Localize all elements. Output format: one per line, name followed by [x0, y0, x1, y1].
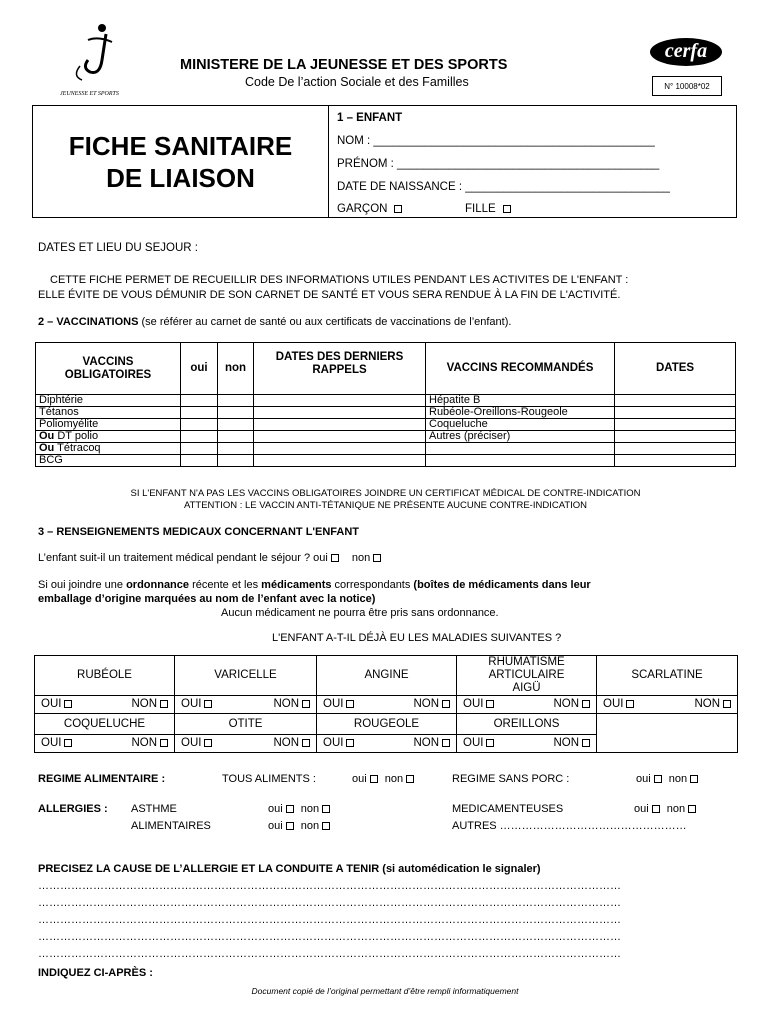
- table-row: [36, 419, 736, 431]
- alimentaires-options: [268, 820, 330, 832]
- precisez-line[interactable]: ……………………………………………………………………………………………………………………………………………: [38, 914, 621, 926]
- ministry-logo: [60, 20, 140, 100]
- vaccin-name: Poliomyélite: [39, 418, 99, 430]
- vaccine-footnote-1: SI L'ENFANT N'A PAS LES VACCINS OBLIGATOIRES JOINDRE UN CERTIFICAT MÉDICAL DE CONTRE-INDICATION: [130, 488, 641, 499]
- col-dates: DATES: [615, 343, 736, 395]
- vaccin-recommande-cell: Hépatite B: [426, 395, 615, 407]
- medic-non-checkbox[interactable]: [688, 805, 696, 813]
- vaccine-footnotes: [35, 488, 736, 512]
- vaccin-date-cell[interactable]: [254, 443, 426, 455]
- vaccin-recommande-cell: [426, 443, 615, 455]
- allergies-label: ALLERGIES :: [38, 803, 108, 815]
- traitement-non-checkbox[interactable]: [373, 554, 381, 562]
- non-option[interactable]: [273, 738, 310, 749]
- maladie-oui-non: [457, 735, 597, 753]
- non-checkbox[interactable]: [582, 700, 590, 708]
- vaccin-recommande-date-cell[interactable]: [615, 431, 736, 443]
- title-divider: [328, 106, 329, 217]
- asthme-options: [268, 803, 330, 815]
- vaccin-prefix: Ou: [39, 442, 55, 454]
- col-vaccins-recommandes: VACCINS RECOMMANDÉS: [426, 343, 615, 395]
- non-checkbox[interactable]: [302, 700, 310, 708]
- non-option[interactable]: [553, 738, 590, 749]
- alim-oui-checkbox[interactable]: [286, 822, 294, 830]
- intro-line2: ELLE ÉVITE DE VOUS DÉMUNIR DE SON CARNET DE SANTÉ ET VOUS SERA RENDUE À LA FIN DE L'ACTIVITÉ.: [38, 289, 621, 301]
- sans-porc-label: REGIME SANS PORC :: [452, 773, 570, 785]
- maladie-oui-non: [175, 735, 317, 753]
- ordonnance-paragraph: [38, 578, 591, 620]
- garcon-checkbox[interactable]: [394, 205, 402, 213]
- non-label: NON: [413, 737, 439, 749]
- oui-label: OUI: [323, 737, 344, 749]
- p1f: (boîtes de médicaments dans leur: [413, 579, 591, 591]
- asthme-oui-checkbox[interactable]: [286, 805, 294, 813]
- vaccin-recommande-date-cell[interactable]: [615, 407, 736, 419]
- vaccin-obligatoire-cell: [36, 395, 181, 407]
- vaccin-recommande-date-cell[interactable]: [615, 455, 736, 467]
- p1d: médicaments: [261, 579, 332, 591]
- oui-label: OUI: [463, 698, 484, 710]
- vaccine-footnote-2: ATTENTION : LE VACCIN ANTI-TÉTANIQUE NE PRÉSENTE AUCUNE CONTRE-INDICATION: [183, 500, 588, 511]
- cerfa-logo: [650, 38, 722, 66]
- fiche-title-line2: DE LIAISON: [106, 163, 255, 193]
- vaccin-recommande-cell: Rubéole-Oreillons-Rougeole: [426, 407, 615, 419]
- vaccinations-heading: [38, 316, 511, 328]
- title-box: [32, 105, 737, 218]
- oui-checkbox[interactable]: [64, 700, 72, 708]
- non-checkbox[interactable]: [442, 739, 450, 747]
- vaccin-non-cell[interactable]: [218, 419, 254, 431]
- non-label: NON: [273, 737, 299, 749]
- oui-checkbox[interactable]: [486, 700, 494, 708]
- porc-oui-checkbox[interactable]: [654, 775, 662, 783]
- precisez-line[interactable]: ……………………………………………………………………………………………………………………………………………: [38, 880, 621, 892]
- vaccin-recommande-cell: [426, 455, 615, 467]
- tous-oui-label: oui: [352, 773, 367, 785]
- vaccin-date-cell[interactable]: [254, 395, 426, 407]
- vaccin-recommande-date-cell[interactable]: [615, 419, 736, 431]
- cerfa-text: cerfa: [664, 40, 708, 62]
- non-option[interactable]: [553, 699, 590, 710]
- oui-option[interactable]: [181, 699, 212, 710]
- non-label: NON: [413, 698, 439, 710]
- oui-label: OUI: [41, 698, 62, 710]
- maladie-oui-non: [317, 696, 457, 714]
- vaccin-obligatoire-cell: [36, 443, 181, 455]
- vaccin-prefix: Ou: [39, 430, 55, 442]
- non-option[interactable]: [131, 699, 168, 710]
- table-row: [36, 407, 736, 419]
- p1a: Si oui joindre une: [38, 579, 127, 591]
- tous-oui-checkbox[interactable]: [370, 775, 378, 783]
- vaccin-oui-cell[interactable]: [181, 443, 218, 455]
- oui-label: OUI: [181, 737, 202, 749]
- oui-checkbox[interactable]: [204, 700, 212, 708]
- p1b: ordonnance: [126, 579, 190, 591]
- table-row: [36, 443, 736, 455]
- maladie-oui-non: [457, 696, 597, 714]
- maladies-table: [34, 655, 738, 753]
- vaccin-recommande-date-cell[interactable]: [615, 395, 736, 407]
- non-checkbox[interactable]: [160, 700, 168, 708]
- non-option[interactable]: [413, 699, 450, 710]
- ministry-code: Code De l’action Sociale et des Familles: [245, 75, 469, 89]
- non-option[interactable]: [131, 738, 168, 749]
- vaccin-obligatoire-cell: [36, 455, 181, 467]
- table-row: [36, 395, 736, 407]
- maladie-name: COQUELUCHE: [35, 714, 175, 735]
- non-label: NON: [273, 698, 299, 710]
- non-checkbox[interactable]: [723, 700, 731, 708]
- vaccin-recommande-date-cell[interactable]: [615, 443, 736, 455]
- non-label: NON: [553, 737, 579, 749]
- alim-non-label: non: [300, 820, 320, 832]
- maladie-name: ROUGEOLE: [317, 714, 457, 735]
- sejour-label: DATES ET LIEU DU SEJOUR :: [38, 242, 198, 254]
- oui-label: OUI: [463, 737, 484, 749]
- alimentaires-label: ALIMENTAIRES: [131, 820, 211, 832]
- oui-label: OUI: [603, 698, 624, 710]
- maladie-oui-non: [35, 735, 175, 753]
- traitement-question: [38, 552, 381, 564]
- oui-label: OUI: [181, 698, 202, 710]
- vaccin-obligatoire-cell: [36, 419, 181, 431]
- non-label: NON: [131, 737, 157, 749]
- vaccin-non-cell[interactable]: [218, 395, 254, 407]
- oui-option[interactable]: [181, 738, 212, 749]
- ministry-title: MINISTERE DE LA JEUNESSE ET DES SPORTS: [180, 57, 508, 73]
- nom-field[interactable]: NOM : ____________________________________________: [337, 135, 655, 147]
- oui-option[interactable]: [463, 699, 494, 710]
- ordonnance-line2: emballage d’origine marquées au nom de l’enfant avec la notice): [38, 593, 376, 605]
- oui-option[interactable]: [323, 738, 354, 749]
- non-label: NON: [131, 698, 157, 710]
- ordonnance-line1: [38, 578, 591, 592]
- table-row: [36, 431, 736, 443]
- vaccin-name: BCG: [39, 454, 63, 466]
- non-checkbox[interactable]: [160, 739, 168, 747]
- jeunesse-sports-logo-icon: [60, 20, 140, 90]
- col-oui: oui: [181, 343, 218, 395]
- maladie-name: SCARLATINE: [597, 656, 738, 696]
- non-option[interactable]: [413, 738, 450, 749]
- p1c: récente et les: [189, 579, 262, 591]
- maladie-name: OTITE: [175, 714, 317, 735]
- oui-option[interactable]: [463, 738, 494, 749]
- sans-porc-options: [636, 773, 698, 785]
- traitement-non-label: non: [351, 552, 371, 564]
- alim-non-checkbox[interactable]: [322, 822, 330, 830]
- non-checkbox[interactable]: [442, 700, 450, 708]
- col-vaccins-obligatoires: VACCINS OBLIGATOIRES: [36, 343, 181, 395]
- vaccin-oui-cell[interactable]: [181, 395, 218, 407]
- traitement-text: L’enfant suit-il un traitement médical pendant le séjour ? oui: [38, 552, 328, 564]
- maladie-name: RHUMATISME ARTICULAIRE AIGÜ: [457, 656, 597, 696]
- vaccinations-table: [35, 342, 736, 467]
- maladie-empty-cell: [597, 714, 738, 753]
- tous-non-checkbox[interactable]: [406, 775, 414, 783]
- maladie-name: VARICELLE: [175, 656, 317, 696]
- allergies-block: [38, 803, 738, 837]
- enfant-heading: 1 – ENFANT: [337, 112, 403, 124]
- oui-checkbox[interactable]: [486, 739, 494, 747]
- indiquez-heading: INDIQUEZ CI-APRÈS :: [38, 967, 153, 979]
- non-checkbox[interactable]: [582, 739, 590, 747]
- oui-checkbox[interactable]: [346, 739, 354, 747]
- porc-non-label: non: [668, 773, 688, 785]
- vaccin-oui-cell[interactable]: [181, 431, 218, 443]
- maladie-oui-non: [175, 696, 317, 714]
- fille-option[interactable]: [465, 203, 511, 215]
- precisez-line[interactable]: ……………………………………………………………………………………………………………………………………………: [38, 948, 621, 960]
- vaccin-date-cell[interactable]: [254, 431, 426, 443]
- vaccin-obligatoire-cell: [36, 407, 181, 419]
- naissance-field[interactable]: DATE DE NAISSANCE : ________________________________: [337, 181, 670, 193]
- porc-oui-label: oui: [636, 773, 651, 785]
- traitement-oui-checkbox[interactable]: [331, 554, 339, 562]
- oui-checkbox[interactable]: [626, 700, 634, 708]
- maladie-name: RUBÉOLE: [35, 656, 175, 696]
- precisez-lines: [38, 878, 722, 963]
- col-non: non: [218, 343, 254, 395]
- asthme-label: ASTHME: [131, 803, 177, 815]
- autres-field[interactable]: AUTRES ……………………………………………: [452, 820, 687, 832]
- garcon-option[interactable]: [337, 203, 402, 215]
- oui-option[interactable]: [603, 699, 634, 710]
- non-label: NON: [553, 698, 579, 710]
- vaccin-name: DT polio: [54, 430, 99, 442]
- maladie-oui-non: [35, 696, 175, 714]
- fiche-title-line1: FICHE SANITAIRE: [68, 131, 293, 161]
- vaccin-oui-cell[interactable]: [181, 455, 218, 467]
- vaccin-oui-cell[interactable]: [181, 407, 218, 419]
- vaccin-date-cell[interactable]: [254, 419, 426, 431]
- intro-line1: CETTE FICHE PERMET DE RECUEILLIR DES INFORMATIONS UTILES PENDANT LES ACTIVITES DE L'ENFANT :: [50, 274, 629, 286]
- vaccin-date-cell[interactable]: [254, 407, 426, 419]
- oui-label: OUI: [323, 698, 344, 710]
- oui-option[interactable]: [41, 738, 72, 749]
- oui-label: OUI: [41, 737, 62, 749]
- non-option[interactable]: [273, 699, 310, 710]
- oui-checkbox[interactable]: [346, 700, 354, 708]
- col-dates-rappels: DATES DES DERNIERS RAPPELS: [254, 343, 426, 395]
- medicamenteuses-options: [634, 803, 696, 815]
- regime-label: REGIME ALIMENTAIRE :: [38, 773, 166, 785]
- vaccin-non-cell[interactable]: [218, 407, 254, 419]
- medic-oui-checkbox[interactable]: [652, 805, 660, 813]
- table-row: [36, 455, 736, 467]
- medic-non-label: non: [666, 803, 686, 815]
- non-checkbox[interactable]: [302, 739, 310, 747]
- fiche-title: [33, 130, 328, 194]
- vaccin-recommande-cell: Autres (préciser): [426, 431, 615, 443]
- vaccin-non-cell[interactable]: [218, 431, 254, 443]
- alim-oui-label: oui: [268, 820, 283, 832]
- maladies-name-row: [35, 656, 738, 696]
- vaccinations-note: (se référer au carnet de santé ou aux certificats de vaccinations de l’enfant).: [141, 316, 512, 328]
- maladie-name: ANGINE: [317, 656, 457, 696]
- medicamenteuses-label: MEDICAMENTEUSES: [452, 803, 564, 815]
- medical-heading: 3 – RENSEIGNEMENTS MEDICAUX CONCERNANT L'ENFANT: [38, 526, 360, 538]
- maladies-answer-row: [35, 696, 738, 714]
- vaccin-name: Diphtérie: [39, 394, 84, 406]
- ordonnance-line3: Aucun médicament ne pourra être pris sans ordonnance.: [221, 607, 499, 619]
- tous-aliments-label: TOUS ALIMENTS :: [222, 773, 316, 785]
- oui-option[interactable]: [41, 699, 72, 710]
- prenom-field[interactable]: PRÉNOM : _________________________________________: [337, 158, 660, 170]
- maladies-question: L'ENFANT A-T-IL DÉJÀ EU LES MALADIES SUIVANTES ?: [272, 632, 562, 644]
- vaccin-obligatoire-cell: [36, 431, 181, 443]
- tous-aliments-options: [352, 773, 414, 785]
- cerfa-number: N° 10008*02: [652, 76, 722, 96]
- fille-checkbox[interactable]: [503, 205, 511, 213]
- vaccin-non-cell[interactable]: [218, 443, 254, 455]
- medic-oui-label: oui: [634, 803, 649, 815]
- maladie-oui-non: [317, 735, 457, 753]
- vaccin-name: Tétracoq: [54, 442, 101, 454]
- vaccin-non-cell[interactable]: [218, 455, 254, 467]
- footer-note: Document copié de l’original permettant d’être rempli informatiquement: [251, 986, 519, 996]
- maladie-oui-non: [597, 696, 738, 714]
- non-option[interactable]: [694, 699, 731, 710]
- logo-caption: JEUNESSE ET SPORTS: [60, 91, 119, 97]
- porc-non-checkbox[interactable]: [690, 775, 698, 783]
- maladie-name: OREILLONS: [457, 714, 597, 735]
- oui-checkbox[interactable]: [204, 739, 212, 747]
- non-label: NON: [694, 698, 720, 710]
- fille-label: FILLE: [465, 203, 496, 215]
- precisez-line[interactable]: ……………………………………………………………………………………………………………………………………………: [38, 897, 621, 909]
- vaccin-recommande-cell: Coqueluche: [426, 419, 615, 431]
- asthme-non-checkbox[interactable]: [322, 805, 330, 813]
- regime-row: [38, 773, 738, 787]
- oui-checkbox[interactable]: [64, 739, 72, 747]
- tous-non-label: non: [384, 773, 404, 785]
- vaccinations-title: 2 – VACCINATIONS: [38, 316, 139, 328]
- p1e: correspondants: [331, 579, 414, 591]
- vaccin-date-cell[interactable]: [254, 455, 426, 467]
- precisez-heading: PRECISEZ LA CAUSE DE L’ALLERGIE ET LA CONDUITE A TENIR (si automédication le signaler): [38, 863, 541, 875]
- vaccin-name: Tétanos: [39, 406, 79, 418]
- asthme-oui-label: oui: [268, 803, 283, 815]
- garcon-label: GARÇON: [337, 203, 388, 215]
- maladies-name-row: [35, 714, 738, 735]
- oui-option[interactable]: [323, 699, 354, 710]
- vaccin-oui-cell[interactable]: [181, 419, 218, 431]
- precisez-line[interactable]: ……………………………………………………………………………………………………………………………………………: [38, 931, 621, 943]
- asthme-non-label: non: [300, 803, 320, 815]
